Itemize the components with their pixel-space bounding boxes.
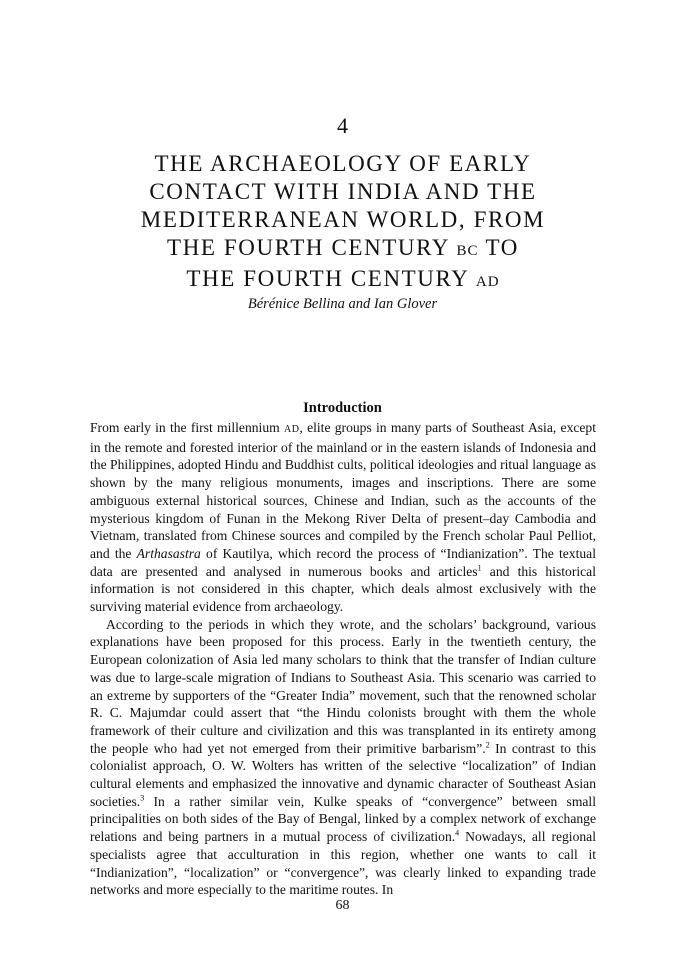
title-line-5-text: THE FOURTH CENTURY	[186, 266, 476, 291]
title-line-4-end: TO	[478, 235, 519, 260]
chapter-number: 4	[337, 113, 348, 138]
p2-text-c: In a rather similar vein, Kulke speaks of “convergence” between small principalities on both sides of the Bay of Bengal, linked by a complex network of exchange relations and being partners in a mutual process of civilization.	[90, 793, 596, 845]
body-text	[90, 419, 596, 899]
section-heading: Introduction	[303, 400, 382, 416]
p2-text-a: According to the periods in which they wrote, and the scholars’ background, various explanations have been proposed for this process. Early in the twentieth century, the European colonization of Asia led many scholars to think that the transfer of Indian culture was due to large-scale migration of Indians to Southeast Asia. This scenario was carried to an extreme by supporters of the “Greater India” movement, such that the renowned scholar R. C. Majumdar could assert that “the Hindu colonists brought with them the whole framework of their culture and civilization and this was transplanted in its entirety among the people who had yet not emerged from their primitive barbarism”.	[90, 616, 596, 756]
era-ad: AD	[475, 274, 500, 290]
title-line-2: CONTACT WITH INDIA AND THE	[149, 179, 537, 204]
title-line-1: THE ARCHAEOLOGY OF EARLY	[154, 151, 532, 176]
era-ad-inline: AD	[283, 424, 300, 435]
chapter-title	[90, 150, 596, 296]
authors: Bérénice Bellina and Ian Glover	[247, 296, 438, 312]
p1-text-b: , elite groups in many parts of Southeast Asia, except in the remote and forested interior of the mainland or in the eastern islands of Indonesia and the Philippines, adopted Hindu and Buddhist cults, political ideologies and ritual language as shown by the many religious monuments, images and inscriptions. There are some ambiguous external historical sources, Chinese and Indian, such as the accounts of the mysterious kingdom of Funan in the Mekong River Delta of present–day Cambodia and Vietnam, translated from Chinese sources and compiled by the French scholar Paul Pelliot, and the	[90, 420, 597, 561]
title-line-4-text: THE FOURTH CENTURY	[167, 235, 457, 260]
p1-text-c: of Kautilya, which record the process of “Indianization”. The textual data are presented and analysed in numerous books and articles	[90, 545, 596, 579]
p1-text-d: and this historical information is not considered in this chapter, which deals almost exclusively with the surviving material evidence from archaeology.	[90, 563, 596, 615]
p2-text-b: In contrast to this colonialist approach, O. W. Wolters has written of the selective “localization” of Indian cultural elements and emphasized the innovative and dynamic character of Southeast Asian societies.	[90, 740, 596, 809]
paragraph-1	[90, 419, 596, 616]
era-bc: BC	[456, 243, 479, 259]
title-line-3: MEDITERRANEAN WORLD, FROM	[140, 207, 546, 232]
p2-text-d: Nowadays, all regional specialists agree that acculturation in this region, whether one wants to call it “Indianization”, “localization” or “convergence”, was clearly linked to expanding trade networks and more especially to the maritime routes. In	[90, 829, 596, 898]
title-line-5	[186, 266, 499, 291]
footnote-ref-1[interactable]: 1	[477, 563, 482, 573]
paragraph-2	[90, 616, 596, 899]
p1-text-a: From early in the first millennium	[90, 420, 284, 435]
page-number: 68	[335, 898, 350, 913]
italic-title: Arthasastra	[136, 545, 201, 561]
footnote-ref-4[interactable]: 4	[455, 828, 460, 838]
footnote-ref-3[interactable]: 3	[140, 793, 145, 803]
title-line-4	[167, 235, 519, 260]
footnote-ref-2[interactable]: 2	[485, 740, 490, 750]
